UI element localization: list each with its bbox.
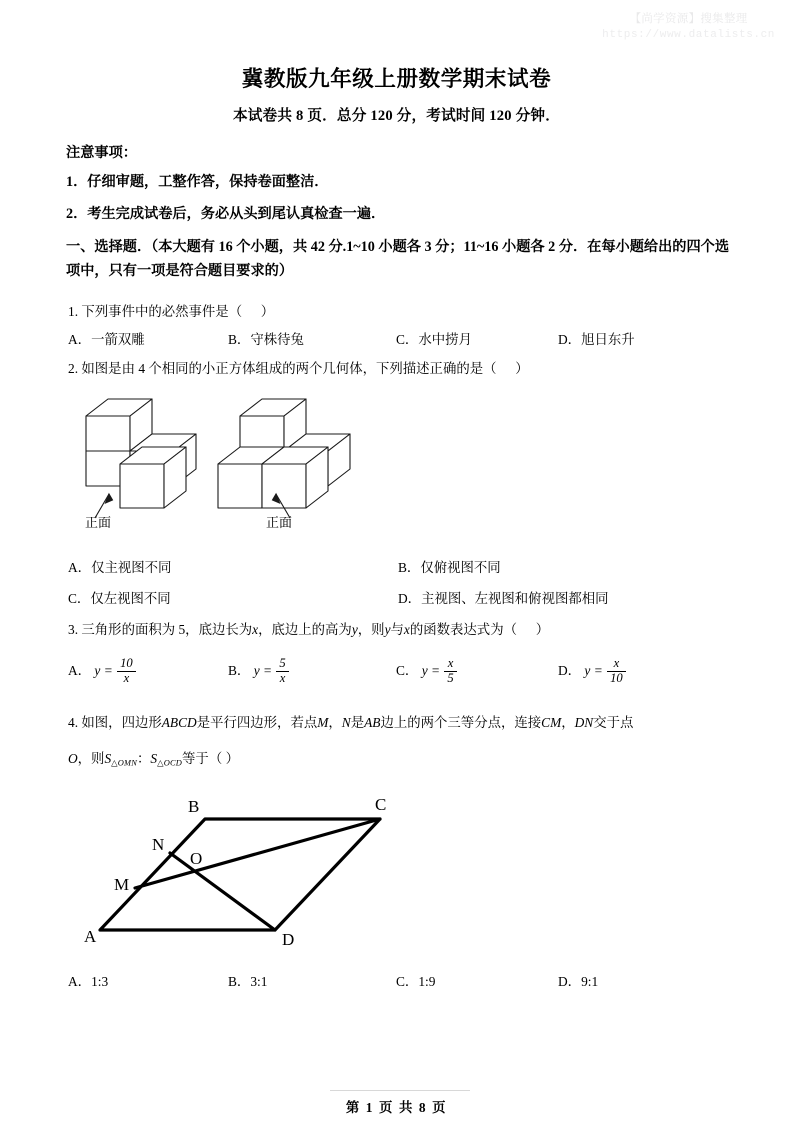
- question-1-option-b[interactable]: [228, 329, 304, 348]
- fraction-denominator: 10: [610, 670, 623, 685]
- notice-item-1: 1．仔细审题，工整作答，保持卷面整洁．: [66, 174, 329, 190]
- option-label: A．: [68, 974, 92, 989]
- footer-divider: [330, 1090, 470, 1091]
- option-lhs: y =: [421, 663, 441, 679]
- question-3-option-b[interactable]: [228, 657, 290, 685]
- question-4-figure-parallelogram: [70, 788, 610, 961]
- option-text: 仅主视图不同: [91, 560, 172, 575]
- option-label: A．: [68, 663, 92, 679]
- option-lhs: y =: [94, 663, 113, 679]
- question-4-text-part: 如图，四边形: [81, 715, 162, 730]
- option-text: 守株待兔: [250, 332, 304, 347]
- question-4-text-part: 是: [350, 715, 365, 730]
- question-2-stem: [68, 358, 740, 381]
- fraction-denominator: x: [279, 670, 286, 685]
- cube-face: [262, 464, 306, 508]
- figure-label-front-left: 正面: [85, 515, 112, 530]
- option-text: 3:1: [250, 974, 268, 989]
- option-label: C．: [396, 332, 419, 347]
- option-label: B．: [228, 332, 251, 347]
- variable-y: y: [384, 622, 391, 637]
- question-1-option-a[interactable]: [68, 329, 145, 348]
- vertex-label-a: A: [84, 927, 97, 946]
- question-2-text: 如图是由 4 个相同的小正方体组成的两个几何体，下列描述正确的是（: [81, 361, 497, 376]
- question-1-options: [68, 329, 740, 349]
- fraction-numerator: x: [444, 657, 456, 672]
- question-3-text-part: 三角形的面积为 5，底边长为: [81, 622, 253, 637]
- notice-item-2: 2．考生完成试卷后，务必从头到尾认真检查一遍．: [66, 206, 386, 222]
- option-lhs: y =: [253, 663, 273, 679]
- option-text: 水中捞月: [418, 332, 472, 347]
- point-label-m: M: [114, 875, 130, 894]
- question-1-number: 1.: [68, 304, 79, 319]
- question-3-text-part: 与: [390, 622, 404, 637]
- parallelogram-svg: [70, 788, 610, 956]
- cube-face: [86, 416, 130, 451]
- cube-solids-svg: [68, 386, 398, 536]
- option-label: D．: [558, 332, 582, 347]
- question-1-text: 下列事件中的必然事件是（: [81, 304, 243, 319]
- section-heading-choice: 一、选择题．（本大题有 16 个小题，共 42 分.1~10 小题各 3 分；11~16 小题各 2 分．在每小题给出的四个选项中，只有一项是符合题目要求的）: [66, 239, 730, 280]
- question-4-text-part: 是平行四边形，若点: [196, 715, 318, 730]
- watermark-source-line: 【尚学资源】搜集整理: [629, 13, 748, 25]
- label-m: M: [317, 715, 329, 730]
- question-2-figure-cubes: [68, 386, 398, 541]
- question-4-stem: [68, 712, 740, 735]
- question-2-options-row2: [68, 588, 740, 608]
- point-label-n: N: [152, 835, 165, 854]
- option-text: 1:3: [91, 974, 109, 989]
- option-text: 9:1: [581, 974, 599, 989]
- question-3-text-part: ，则: [357, 622, 385, 637]
- option-label: B．: [398, 560, 421, 575]
- option-label: D．: [558, 974, 582, 989]
- question-2-option-b[interactable]: [398, 557, 501, 576]
- option-text: 仅左视图不同: [90, 591, 171, 606]
- option-text: 一箭双雕: [91, 332, 145, 347]
- question-1-paren-close: ）: [260, 304, 275, 319]
- area-subscript-omn: △OMN: [111, 758, 138, 768]
- label-dn: DN: [574, 715, 594, 730]
- option-label: A．: [68, 332, 92, 347]
- area-symbol: S: [150, 751, 158, 766]
- variable-y: y: [351, 622, 358, 637]
- question-4-text-part: ，: [328, 715, 342, 730]
- question-3-option-c[interactable]: [396, 657, 458, 685]
- question-3-text-part: 的函数表达式为（: [409, 622, 517, 637]
- option-text: 旭日东升: [581, 332, 635, 347]
- notice-heading: 注意事项：: [66, 145, 137, 161]
- page-subtitle: 本试卷共 8 页．总分 120 分，考试时间 120 分钟．: [232, 108, 561, 124]
- vertex-label-d: D: [282, 930, 295, 949]
- watermark-url: https://www.datalists.cn: [602, 28, 775, 41]
- option-text: 1:9: [418, 974, 436, 989]
- question-1-stem: [68, 301, 740, 324]
- question-4-text-part: ，: [561, 715, 575, 730]
- question-4-stem-line2: [68, 748, 740, 771]
- label-n: N: [341, 715, 351, 730]
- question-1-option-c[interactable]: [396, 329, 472, 348]
- option-text: 仅俯视图不同: [420, 560, 501, 575]
- point-label-o: O: [190, 849, 203, 868]
- option-label: B．: [228, 663, 251, 679]
- fraction: [117, 657, 136, 685]
- figure-label-front-right: 正面: [266, 515, 293, 530]
- question-1-option-d[interactable]: [558, 329, 635, 348]
- variable-x: x: [403, 622, 410, 637]
- area-symbol: S: [104, 751, 112, 766]
- fraction-numerator: 5: [276, 657, 288, 672]
- question-3-text-part: ，底边上的高为: [258, 622, 352, 637]
- cube-face: [218, 464, 262, 508]
- question-4-option-d[interactable]: [558, 971, 598, 990]
- question-4-text-part: 等于（ ）: [182, 751, 239, 766]
- question-4-options: [68, 971, 740, 991]
- question-2-option-d[interactable]: [398, 588, 609, 607]
- fraction-numerator: 10: [117, 657, 136, 672]
- question-2-options-row1: [68, 557, 740, 577]
- question-4-option-a[interactable]: [68, 971, 108, 990]
- option-label: B．: [228, 974, 251, 989]
- option-label: C．: [68, 591, 91, 606]
- fraction-numerator: x: [607, 657, 626, 672]
- page-title: 冀教版九年级上册数学期末试卷: [241, 67, 552, 91]
- option-text: 主视图、左视图和俯视图都相同: [421, 591, 609, 606]
- option-label: A．: [68, 560, 92, 575]
- question-4-option-c[interactable]: [396, 971, 435, 990]
- cube-face: [120, 464, 164, 508]
- parallelogram-outline: [100, 819, 380, 930]
- question-4-number: 4.: [68, 715, 79, 730]
- option-lhs: y =: [584, 663, 603, 679]
- label-cm: CM: [541, 715, 562, 730]
- question-3-number: 3.: [68, 622, 79, 637]
- variable-x: x: [252, 622, 259, 637]
- question-3-paren-close: ）: [535, 622, 550, 637]
- watermark: [602, 12, 775, 42]
- question-3-options: [68, 651, 740, 691]
- label-o: O: [68, 751, 78, 766]
- question-3-option-d[interactable]: [558, 657, 627, 685]
- question-4-text-part: ，则: [77, 751, 105, 766]
- option-label: C．: [396, 663, 419, 679]
- question-4-text-part: 交于点: [593, 715, 634, 730]
- ratio-colon: ：: [137, 751, 151, 766]
- fraction-denominator: 5: [447, 670, 454, 685]
- cube-face: [240, 416, 284, 451]
- option-label: D．: [558, 663, 582, 679]
- question-2-option-c[interactable]: [68, 588, 171, 607]
- area-subscript-ocd: △OCD: [157, 758, 183, 768]
- fraction-denominator: x: [123, 670, 130, 685]
- label-ab: AB: [364, 715, 381, 730]
- question-3-stem: [68, 619, 740, 642]
- option-label: C．: [396, 974, 419, 989]
- question-2-paren-close: ）: [515, 361, 529, 376]
- vertex-label-c: C: [375, 795, 387, 814]
- vertex-label-b: B: [188, 797, 200, 816]
- question-4-option-b[interactable]: [228, 971, 267, 990]
- label-abcd: ABCD: [161, 715, 197, 730]
- question-3-option-a[interactable]: [68, 657, 137, 685]
- fraction: [444, 657, 456, 685]
- option-label: D．: [398, 591, 422, 606]
- page-footer: 第 1 页 共 8 页: [345, 1100, 448, 1115]
- fraction: [276, 657, 288, 685]
- question-4-text-part: 边上的两个三等分点，连接: [380, 715, 542, 730]
- question-2-option-a[interactable]: [68, 557, 171, 576]
- question-2-number: 2.: [68, 361, 79, 376]
- fraction: [607, 657, 626, 685]
